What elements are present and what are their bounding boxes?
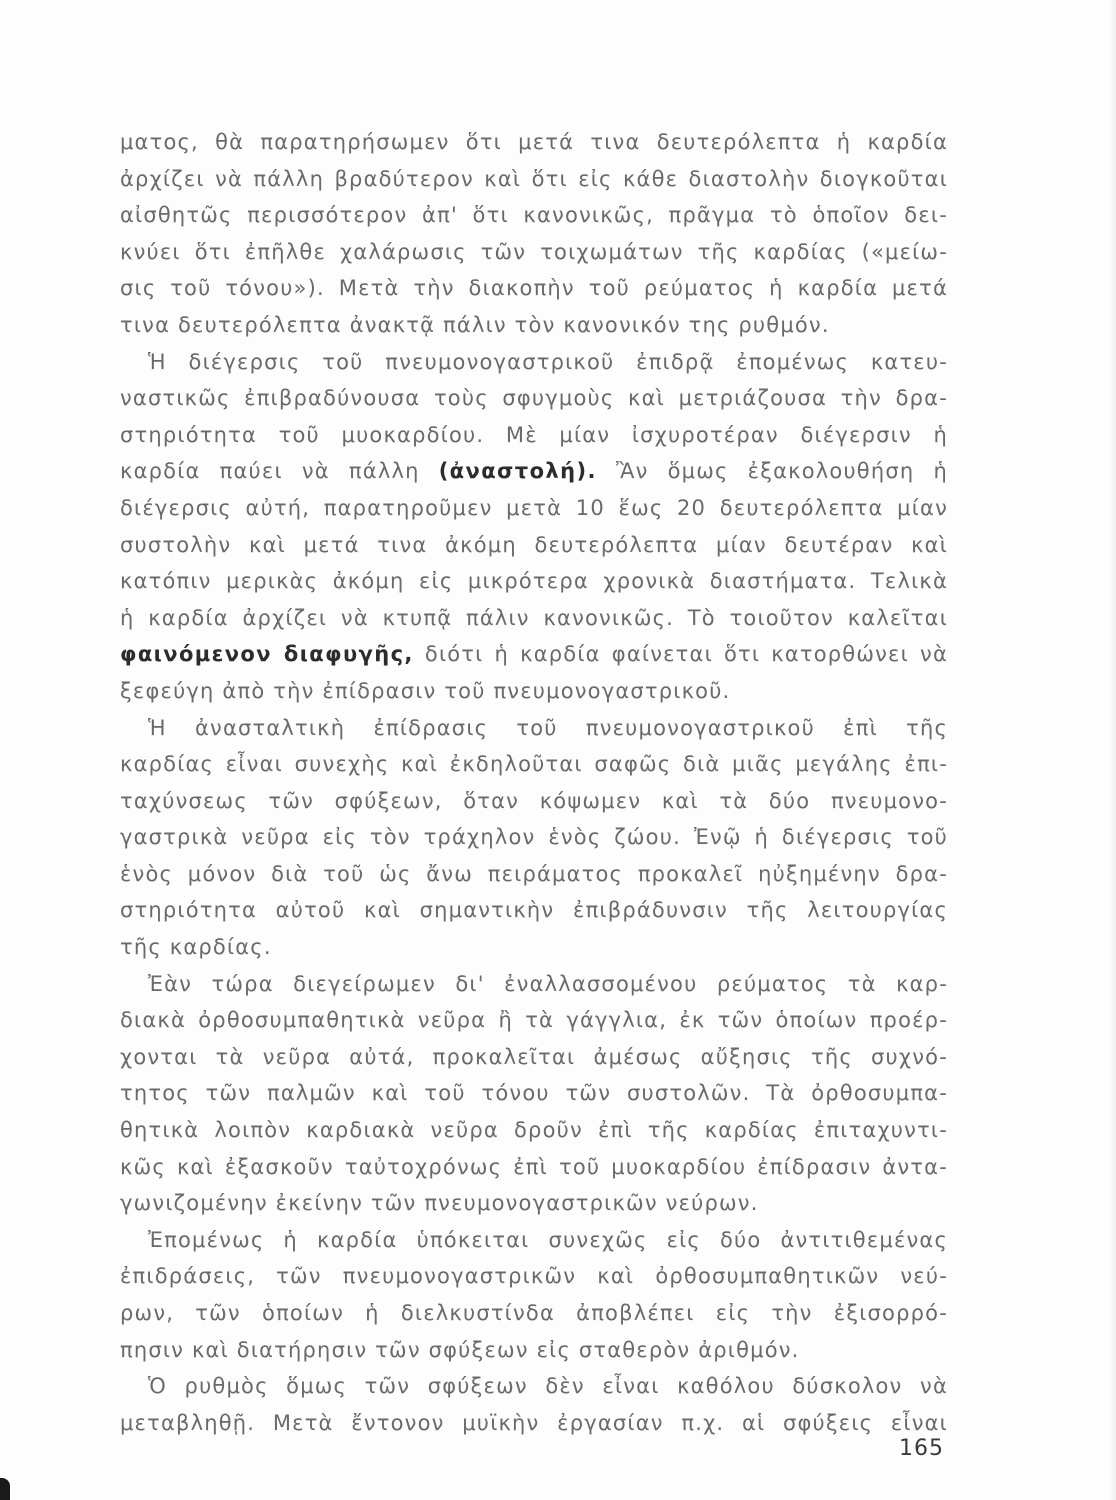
text-line: χονται τὰ νεῦρα αὐτά, προκαλεῖται ἀμέσως αὔξησις τῆς συχνό- [120, 1044, 948, 1069]
text-line: ἑνὸς μόνον διὰ τοῦ ὡς ἄνω πειράματος προκαλεῖ ηὐξημένην δρα- [120, 861, 948, 886]
text-line: διέγερσις αὐτή, παρατηροῦμεν μετὰ 10 ἕως 20 δευτερόλεπτα μίαν [120, 495, 948, 520]
text-line: μεταβληθῇ. Μετὰ ἔντονον μυϊκὴν ἐργασίαν π.χ. αἱ σφύξεις εἶναι [120, 1410, 948, 1435]
text-line: Ἐὰν τώρα διεγείρωμεν δι' ἐναλλασσομένου ρεύματος τὰ καρ- [148, 971, 948, 996]
text-segment: καρδία παύει νὰ πάλλη [120, 459, 439, 484]
text-line: Ἡ διέγερσις τοῦ πνευμονογαστρικοῦ ἐπιδρᾷ ἐπομένως κατευ- [148, 349, 948, 374]
text-line: γαστρικὰ νεῦρα εἰς τὸν τράχηλον ἑνὸς ζώου. Ἐνῷ ἡ διέγερσις τοῦ [120, 825, 948, 850]
text-line: τητος τῶν παλμῶν καὶ τοῦ τόνου τῶν συστολῶν. Τὰ ὀρθοσυμπα- [120, 1081, 948, 1106]
text-line: ἀρχίζει νὰ πάλλη βραδύτερον καὶ ὅτι εἰς κάθε διαστολὴν διογκοῦται [120, 166, 948, 191]
text-line: συστολὴν καὶ μετά τινα ἀκόμη δευτερόλεπτα μίαν δευτέραν καὶ [120, 532, 948, 557]
text-line: ξεφεύγη ἀπὸ τὴν ἐπίδρασιν τοῦ πνευμονογαστρικοῦ. [120, 678, 731, 703]
text-line: κατόπιν μερικὰς ἀκόμη εἰς μικρότερα χρονικὰ διαστήματα. Τελικὰ [120, 569, 948, 594]
text-line: ταχύνσεως τῶν σφύξεων, ὅταν κόψωμεν καὶ τὰ δύο πνευμονο- [120, 788, 948, 813]
text-line: στηριότητα αὐτοῦ καὶ σημαντικὴν ἐπιβράδυνσιν τῆς λειτουργίας [120, 898, 948, 923]
text-line: αἰσθητῶς περισσότερον ἀπ' ὅτι κανονικῶς, πρᾶγμα τὸ ὁποῖον δει- [120, 203, 948, 228]
page-edge-shade [1108, 0, 1116, 1500]
text-line: στηριότητα τοῦ μυοκαρδίου. Μὲ μίαν ἰσχυροτέραν διέγερσιν ἡ [120, 422, 948, 447]
text-line: ἐπιδράσεις, τῶν πνευμονογαστρικῶν καὶ ὀρθοσυμπαθητικῶν νεύ- [120, 1264, 948, 1289]
text-line: σις τοῦ τόνου»). Μετὰ τὴν διακοπὴν τοῦ ρεύματος ἡ καρδία μετά [120, 276, 948, 301]
text-segment: διότι ἡ καρδία φαίνεται ὅτι κατορθώνει νὰ [413, 642, 948, 667]
text-line: πησιν καὶ διατήρησιν τῶν σφύξεων εἰς σταθερὸν ἀριθμόν. [120, 1337, 800, 1362]
text-line: ματος, θὰ παρατηρήσωμεν ὅτι μετά τινα δευτερόλεπτα ἡ καρδία [120, 130, 948, 154]
text-line: Ὁ ρυθμὸς ὅμως τῶν σφύξεων δὲν εἶναι καθόλου δύσκολον νὰ [148, 1374, 948, 1399]
body-text [120, 124, 948, 1441]
text-line: διακὰ ὀρθοσυμπαθητικὰ νεῦρα ἢ τὰ γάγγλια, ἐκ τῶν ὁποίων προέρ- [120, 1008, 948, 1033]
text-line: Ἐπομένως ἡ καρδία ὑπόκειται συνεχῶς εἰς δύο ἀντιτιθεμένας [148, 1227, 948, 1252]
text-line: τῆς καρδίας. [120, 935, 272, 960]
binding-corner-mark [0, 1478, 10, 1500]
text-line: ναστικῶς ἐπιβραδύνουσα τοὺς σφυγμοὺς καὶ μετριάζουσα τὴν δρα- [120, 386, 948, 411]
text-line: Ἡ ἀνασταλτικὴ ἐπίδρασις τοῦ πνευμονογαστρικοῦ ἐπὶ τῆς [148, 715, 948, 740]
text-line: κῶς καὶ ἐξασκοῦν ταὐτοχρόνως ἐπὶ τοῦ μυοκαρδίου ἐπίδρασιν ἀντα- [120, 1154, 948, 1179]
text-line [120, 636, 948, 673]
text-line: ἡ καρδία ἀρχίζει νὰ κτυπᾷ πάλιν κανονικῶς. Τὸ τοιοῦτον καλεῖται [120, 605, 948, 630]
text-line: κνύει ὅτι ἐπῆλθε χαλάρωσις τῶν τοιχωμάτων τῆς καρδίας («μείω- [120, 239, 948, 264]
text-line: καρδίας εἶναι συνεχὴς καὶ ἐκδηλοῦται σαφῶς διὰ μιᾶς μεγάλης ἐπι- [120, 752, 948, 777]
text-line: θητικὰ λοιπὸν καρδιακὰ νεῦρα δροῦν ἐπὶ τῆς καρδίας ἐπιταχυντι- [120, 1118, 948, 1143]
text-line: γωνιζομένην ἐκείνην τῶν πνευμονογαστρικῶν νεύρων. [120, 1191, 759, 1216]
text-line: ρων, τῶν ὁποίων ἡ διελκυστίνδα ἀποβλέπει εἰς τὴν ἐξισορρό- [120, 1301, 948, 1325]
text-line [120, 453, 948, 490]
bold-term: (ἀναστολή). [438, 459, 597, 484]
bold-term: φαινόμενον διαφυγῆς, [120, 642, 414, 667]
text-line: τινα δευτερόλεπτα ἀνακτᾷ πάλιν τὸν κανονικόν της ρυθμόν. [120, 312, 830, 337]
text-segment: Ἂν ὅμως ἐξακολουθήση ἡ [596, 459, 948, 484]
page-number: 165 [899, 1436, 944, 1461]
